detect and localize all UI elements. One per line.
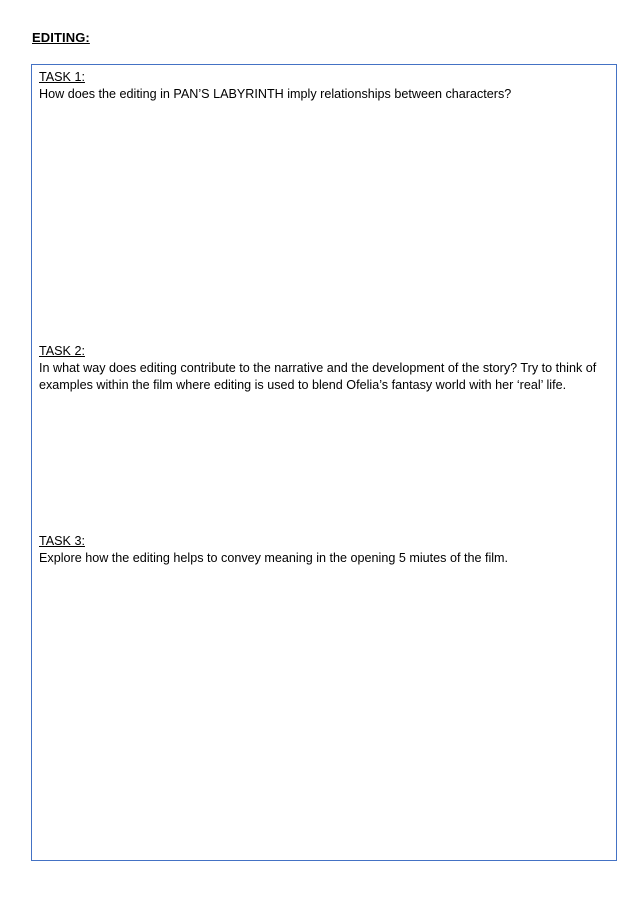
task-2 bbox=[39, 343, 606, 394]
task-1 bbox=[39, 69, 606, 103]
task-1-title: TASK 1: bbox=[39, 70, 85, 84]
tasks-box bbox=[31, 64, 617, 861]
task-3-title: TASK 3: bbox=[39, 534, 85, 548]
task-1-question: How does the editing in PAN’S LABYRINTH imply relationships between characters? bbox=[39, 87, 512, 101]
task-2-title: TASK 2: bbox=[39, 344, 85, 358]
page-heading: EDITING: bbox=[32, 30, 90, 45]
task-3-question: Explore how the editing helps to convey meaning in the opening 5 miutes of the film. bbox=[39, 551, 509, 565]
task-3 bbox=[39, 533, 606, 567]
task-2-question: In what way does editing contribute to the narrative and the development of the story? Try to think of examples within the film where editing is used to blend Ofelia’s fantasy world with her ‘real’ life. bbox=[39, 361, 597, 392]
